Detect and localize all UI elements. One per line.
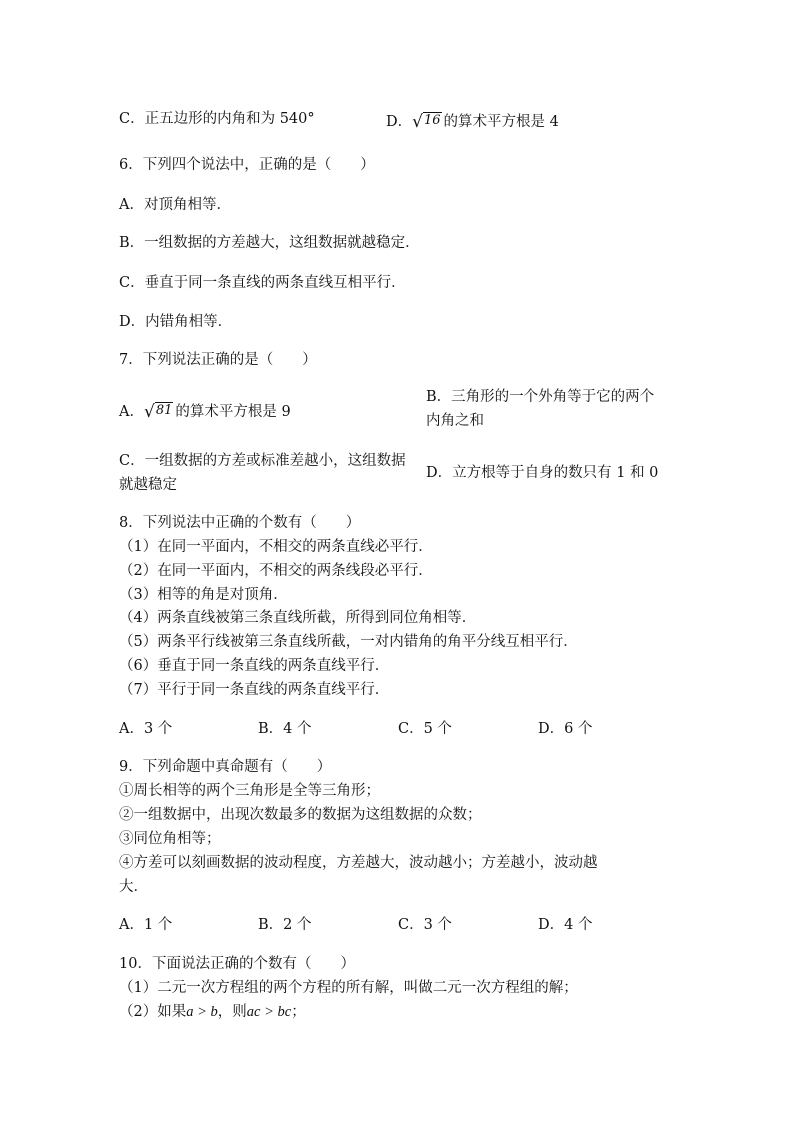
q10-item-2-condition: a > b [186,1004,218,1020]
q8-item-3: （3）相等的角是对顶角． [119,587,288,603]
q5-option-d-radicand: 16 [423,113,441,128]
q9-stem: 9．下列命题中真命题有（ ） [119,759,332,775]
q7-stem: 7．下列说法正确的是（ ） [119,352,317,368]
q10-item-2-suffix: ； [291,1004,306,1020]
q6-option-a: A．对顶角相等． [119,197,231,213]
q8-stem: 8．下列说法中正确的个数有（ ） [119,515,361,531]
q9-option-c: C．3 个 [398,917,452,933]
q9-item-3: ③同位角相等； [119,831,221,847]
q7-option-a [119,402,291,421]
q6-stem: 6．下列四个说法中，正确的是（ ） [119,157,375,173]
q10-item-2-prefix: （2）如果 [119,1004,187,1020]
q9-option-b: B．2 个 [258,917,312,933]
q7-option-c-line2: 就越稳定 [119,477,177,493]
q7-option-b-line2: 内角之和 [426,413,484,429]
q8-item-4: （4）两条直线被第三条直线所截，所得到同位角相等． [119,610,477,626]
q8-option-a: A．3 个 [119,721,173,737]
q7-option-a-prefix: A． [119,404,144,420]
q5-option-c: C．正五边形的内角和为 540° [119,111,315,127]
q10-stem: 10．下面说法正确的个数有（ ） [119,956,355,972]
q10-item-2-mid: ，则 [217,1004,247,1020]
sqrt-symbol: √81 [143,402,173,422]
q7-option-a-radicand: 81 [155,403,173,418]
q9-item-4-cont: 大． [119,879,148,895]
q9-item-1: ①周长相等的两个三角形是全等三角形； [119,783,380,799]
q6-option-d: D．内错角相等． [119,314,233,330]
q8-item-6: （6）垂直于同一条直线的两条直线平行． [119,658,390,674]
q8-item-5: （5）两条平行线被第三条直线所截，一对内错角的角平分线互相平行． [119,634,578,650]
q8-item-7: （7）平行于同一条直线的两条直线平行． [119,682,390,698]
q7-option-d: D．立方根等于自身的数只有 1 和 0 [426,465,659,481]
q9-option-a: A．1 个 [119,917,173,933]
q9-option-d: D．4 个 [538,917,593,933]
sqrt-symbol: √16 [412,112,441,132]
q10-item-2 [119,1003,306,1021]
q5-option-d-prefix: D． [386,114,413,130]
q8-option-c: C．5 个 [398,721,452,737]
q6-option-c: C．垂直于同一条直线的两条直线互相平行． [119,275,406,291]
q8-option-b: B．4 个 [258,721,312,737]
q7-option-c-line1: C．一组数据的方差或标准差越小，这组数据 [119,453,406,469]
q9-item-4: ④方差可以刻画数据的波动程度，方差越大，波动越小；方差越小，波动越 [119,855,598,871]
q5-option-d-suffix: 的算术平方根是 4 [443,114,559,130]
q10-item-2-result: ac > bc [246,1004,292,1020]
q7-option-a-suffix: 的算术平方根是 9 [175,404,291,420]
q7-option-b-line1: B．三角形的一个外角等于它的两个 [426,389,655,405]
q6-option-b: B．一组数据的方差越大，这组数据就越稳定． [119,235,420,251]
q8-item-1: （1）在同一平面内，不相交的两条直线必平行． [119,539,433,555]
q5-option-d [386,112,559,131]
q9-item-2: ②一组数据中，出现次数最多的数据为这组数据的众数； [119,807,482,823]
q10-item-1: （1）二元一次方程组的两个方程的所有解，叫做二元一次方程组的解； [119,980,578,996]
q8-option-d: D．6 个 [538,721,593,737]
q8-item-2: （2）在同一平面内，不相交的两条线段必平行． [119,563,433,579]
